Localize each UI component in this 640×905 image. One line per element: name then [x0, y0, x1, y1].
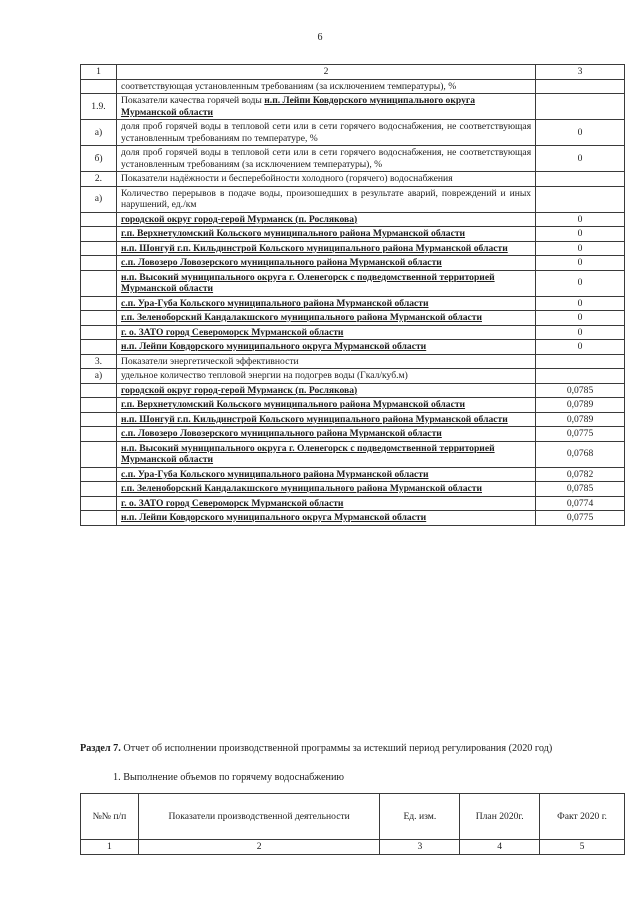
row-number	[81, 427, 117, 442]
row-value: 0	[536, 256, 625, 271]
table-row	[81, 212, 625, 227]
row-text-content: городской округ город-герой Мурманск (п. Рослякова)	[120, 384, 358, 396]
table-header-row	[81, 65, 625, 80]
table-row	[81, 146, 625, 172]
row-number	[81, 212, 117, 227]
table-row	[81, 496, 625, 511]
row-number	[81, 467, 117, 482]
col-number: 3	[380, 840, 460, 855]
row-text-content: г.п. Зеленоборский Кандалакшского муниципального района Мурманской области	[120, 312, 482, 323]
table-row	[81, 227, 625, 242]
row-value	[536, 369, 625, 384]
row-number: 1.9.	[81, 94, 117, 120]
row-number	[81, 412, 117, 427]
row-text	[116, 383, 535, 398]
row-text-content: г.п. Зеленоборский Кандалакшского муниципального района Мурманской области	[120, 483, 482, 494]
row-text	[116, 340, 535, 355]
row-text-plain: Показатели качества горячей воды	[120, 95, 265, 106]
table-row	[81, 482, 625, 497]
table-row	[81, 467, 625, 482]
row-text	[116, 398, 535, 413]
row-text-content: городской округ город-герой Мурманск (п. Рослякова)	[120, 213, 358, 225]
row-text-content: н.п. Шонгуй г.п. Кильдинстрой Кольского муниципального района Мурманской области	[120, 413, 508, 425]
row-number: 3.	[81, 354, 117, 369]
row-text-content: г.п. Верхнетуломский Кольского муниципального района Мурманской области	[120, 399, 466, 410]
row-text	[116, 186, 535, 212]
row-value: 0,0774	[536, 496, 625, 511]
row-text	[116, 412, 535, 427]
row-number	[81, 296, 117, 311]
row-text	[116, 296, 535, 311]
row-text	[116, 256, 535, 271]
row-text	[116, 270, 535, 296]
row-number	[81, 227, 117, 242]
row-text-content: доля проб горячей воды в тепловой сети или в сети горячего водоснабжения, не соответствующая установленным требованиям по температуре, %	[120, 121, 532, 144]
table-row	[81, 241, 625, 256]
row-value: 0	[536, 340, 625, 355]
table-row	[81, 340, 625, 355]
row-number	[81, 398, 117, 413]
row-value: 0,0785	[536, 482, 625, 497]
row-text	[116, 172, 535, 187]
row-text-content: н.п. Лейпи Ковдорского муниципального округа Мурманской области	[120, 341, 427, 352]
row-value	[536, 172, 625, 187]
table-row	[81, 186, 625, 212]
row-text	[116, 94, 535, 120]
row-text	[116, 467, 535, 482]
row-value: 0,0775	[536, 427, 625, 442]
row-number	[81, 270, 117, 296]
table-row	[81, 296, 625, 311]
col-number: 4	[460, 840, 540, 855]
table-row	[81, 325, 625, 340]
section-7-heading	[80, 742, 625, 755]
header-cell: 1	[81, 65, 117, 80]
row-text-content: н.п. Лейпи Ковдорского муниципального округа Мурманской области	[120, 512, 427, 523]
header-unit: Ед. изм.	[380, 794, 460, 840]
section-subheading: 1. Выполнение объемов по горячему водоснабжению	[113, 772, 345, 783]
row-text-content: с.п. Ура-Губа Кольского муниципального района Мурманской области	[120, 468, 429, 480]
table-row	[81, 120, 625, 146]
row-number	[81, 340, 117, 355]
row-number: б)	[81, 146, 117, 172]
row-value: 0	[536, 120, 625, 146]
row-text	[116, 227, 535, 242]
row-text-content: г. о. ЗАТО город Североморск Мурманской области	[120, 326, 344, 338]
row-value: 0	[536, 227, 625, 242]
row-number: а)	[81, 120, 117, 146]
row-text-content: с.п. Ловозеро Ловозерского муниципального района Мурманской области	[120, 257, 442, 268]
row-text-content: соответствующая установленным требованиям (за исключением температуры), %	[120, 80, 457, 92]
section-text: Отчет об исполнении производственной программы за истекший период регулирования (2020 год)	[120, 743, 553, 754]
row-text-content: с.п. Ловозеро Ловозерского муниципального района Мурманской области	[120, 428, 442, 439]
row-text-content: Количество перерывов в подаче воды, произошедших в результате аварий, повреждений и иных нарушений, ед./км	[120, 187, 532, 210]
table-row	[81, 441, 625, 467]
row-text	[116, 212, 535, 227]
table-row	[81, 270, 625, 296]
table-row	[81, 256, 625, 271]
row-text-content: Показатели энергетической эффективности	[120, 355, 299, 367]
row-text-content: н.п. Высокий муниципального округа г. Оленегорск с подведомственной территорией Мурманской области	[120, 271, 495, 294]
row-value: 0,0775	[536, 511, 625, 526]
row-value: 0,0789	[536, 398, 625, 413]
col-number: 1	[81, 840, 139, 855]
row-text	[116, 369, 535, 384]
row-text	[116, 511, 535, 526]
row-value: 0	[536, 311, 625, 326]
row-number	[81, 241, 117, 256]
row-value: 0	[536, 212, 625, 227]
table-row	[81, 383, 625, 398]
row-value	[536, 79, 625, 94]
table-row	[81, 412, 625, 427]
row-number	[81, 441, 117, 467]
row-number	[81, 311, 117, 326]
row-value: 0,0768	[536, 441, 625, 467]
row-value: 0,0785	[536, 383, 625, 398]
row-text	[116, 441, 535, 467]
row-number: 2.	[81, 172, 117, 187]
row-text-content: г.п. Верхнетуломский Кольского муниципального района Мурманской области	[120, 228, 466, 239]
row-text	[116, 120, 535, 146]
row-text	[116, 354, 535, 369]
row-text	[116, 79, 535, 94]
row-text	[116, 146, 535, 172]
section-label: Раздел 7.	[80, 743, 121, 754]
row-text	[116, 241, 535, 256]
row-text-content: н.п. Высокий муниципального округа г. Оленегорск с подведомственной территорией Мурманской области	[120, 442, 495, 465]
row-number	[81, 511, 117, 526]
row-text-content: с.п. Ура-Губа Кольского муниципального района Мурманской области	[120, 297, 429, 309]
row-number	[81, 383, 117, 398]
row-value	[536, 354, 625, 369]
row-text-content: г. о. ЗАТО город Североморск Мурманской области	[120, 497, 344, 509]
row-text	[116, 496, 535, 511]
row-value	[536, 94, 625, 120]
table-row	[81, 427, 625, 442]
row-value: 0	[536, 325, 625, 340]
header-num: №№ п/п	[81, 794, 139, 840]
row-text	[116, 325, 535, 340]
row-number	[81, 256, 117, 271]
row-text-content: удельное количество тепловой энергии на подогрев воды (Гкал/куб.м)	[120, 370, 408, 381]
production-table	[80, 793, 625, 855]
row-number: а)	[81, 186, 117, 212]
row-number	[81, 79, 117, 94]
row-number	[81, 325, 117, 340]
row-text	[116, 427, 535, 442]
row-value: 0,0789	[536, 412, 625, 427]
table-row	[81, 511, 625, 526]
header-cell: 3	[536, 65, 625, 80]
header-plan: План 2020г.	[460, 794, 540, 840]
table-row	[81, 94, 625, 120]
table-row	[81, 311, 625, 326]
col-number: 5	[540, 840, 625, 855]
row-value: 0	[536, 241, 625, 256]
table-row	[81, 79, 625, 94]
table-row	[81, 172, 625, 187]
row-number	[81, 482, 117, 497]
row-text-bold: н.п. Лейпи Ковдорского муниципального округа Мурманской области	[120, 95, 476, 118]
table-row	[81, 398, 625, 413]
row-text	[116, 311, 535, 326]
row-number: а)	[81, 369, 117, 384]
row-value: 0	[536, 270, 625, 296]
row-value: 0	[536, 146, 625, 172]
row-value: 0	[536, 296, 625, 311]
col-number: 2	[138, 840, 380, 855]
row-value: 0,0782	[536, 467, 625, 482]
header-cell: 2	[116, 65, 535, 80]
table-row	[81, 369, 625, 384]
page-number: 6	[317, 32, 323, 43]
row-text	[116, 482, 535, 497]
header-indicator: Показатели производственной деятельности	[138, 794, 380, 840]
header-fact: Факт 2020 г.	[540, 794, 625, 840]
table-row	[81, 354, 625, 369]
row-value	[536, 186, 625, 212]
row-text-content: н.п. Шонгуй г.п. Кильдинстрой Кольского муниципального района Мурманской области	[120, 242, 508, 254]
row-number	[81, 496, 117, 511]
indicators-table	[80, 64, 625, 526]
row-text-content: Показатели надёжности и бесперебойности холодного (горячего) водоснабжения	[120, 173, 453, 184]
row-text-content: доля проб горячей воды в тепловой сети или в сети горячего водоснабжения, не соответствующая установленным требованиям (за исключением температуры), %	[120, 147, 532, 170]
